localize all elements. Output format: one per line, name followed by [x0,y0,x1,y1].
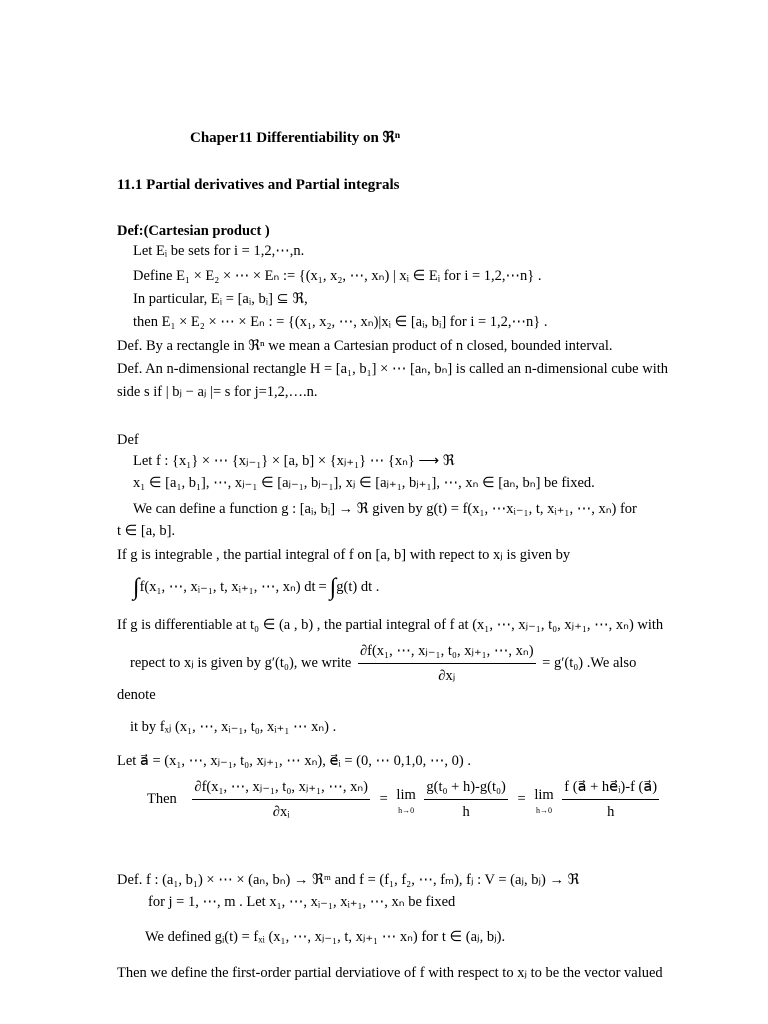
fraction [562,776,659,823]
equals-sign: = [379,790,388,807]
integral-right-expr: g(t) dt . [336,579,380,595]
fraction-numerator: g(t₀ + h)-g(t₀) [424,776,508,800]
text-line: Let Eᵢ be sets for i = 1,2,⋯,n. [133,243,305,259]
text-fragment: repect to xⱼ is given by g′(t₀), we write [130,654,352,671]
text-line: If g is differentiable at t₀ ∈ (a , b) , the partial integral of f at (x₁, ⋯, xⱼ₋₁, t₀, xⱼ₊₁, ⋯, xₙ) with [117,617,664,633]
integral-sign: ∫ [329,574,337,601]
limit-label: lim [396,787,416,803]
text-line: for j = 1, ⋯, m . Let x₁, ⋯, xᵢ₋₁, xᵢ₊₁, ⋯, xₙ be fixed [148,894,456,910]
integral-equation [133,574,380,601]
integral-left-expr: f(x₁, ⋯, xᵢ₋₁, t, xᵢ₊₁, ⋯, xₙ) dt [139,579,316,595]
text-line: it by fₓⱼ (x₁, ⋯, xᵢ₋₁, t₀, xᵢ₊₁ ⋯ xₙ) . [130,719,337,735]
section-heading: 11.1 Partial derivatives and Partial integrals [117,177,400,193]
limit-label: lim [534,787,554,803]
definition-heading: Def [117,432,139,448]
text-line: denote [117,687,156,703]
text-line: t ∈ [a, b]. [117,523,176,539]
text-line: Then we define the first-order partial derviatiove of f with respect to xⱼ to be the vector valued [117,965,663,981]
equals-sign: = [318,579,327,595]
fraction-denominator: ∂xⱼ [438,668,456,684]
limit-subscript: h→0 [398,806,415,815]
limit-subscript: h→0 [536,806,552,815]
limit [534,784,553,815]
text-line: then E₁ × E₂ × ⋯ × Eₙ : = {(x₁, x₂, ⋯, xₙ)|xᵢ ∈ [aᵢ, bᵢ] for i = 1,2,⋯n} . [133,314,548,330]
fraction-denominator: h [607,804,615,820]
definition-heading: Def:(Cartesian product ) [117,223,270,239]
fraction-denominator: h [462,804,470,820]
text-line: Def. An n-dimensional rectangle H = [a₁, b₁] × ⋯ [aₙ, bₙ] is called an n-dimensional cube with [117,361,668,377]
fraction [192,776,370,823]
page-title: Chaper11 Differentiability on ℜⁿ [190,130,401,146]
text-line: x₁ ∈ [a₁, b₁], ⋯, xⱼ₋₁ ∈ [aⱼ₋₁, bⱼ₋₁], xⱼ ∈ [aⱼ₊₁, bⱼ₊₁], ⋯, xₙ ∈ [aₙ, bₙ] be fixed. [133,475,595,491]
text-line: If g is integrable , the partial integral of f on [a, b] with repect to xⱼ is given by [117,547,571,563]
limit-equation [147,776,662,823]
fraction-numerator: ∂f(x₁, ⋯, xⱼ₋₁, t₀, xⱼ₊₁, ⋯, xₙ) [192,776,370,800]
text-line: Let f : {x₁} × ⋯ {xⱼ₋₁} × [a, b] × {xⱼ₊₁} ⋯ {xₙ} ⟶ ℜ [133,453,455,469]
text-line: Def. f : (a₁, b₁) × ⋯ × (aₙ, bₙ) → ℜᵐ and f = (f₁, f₂, ⋯, fₘ), fⱼ : V = (aⱼ, bⱼ) → ℜ [117,872,580,888]
text-fragment: = g′(t₀) .We also [542,654,637,671]
integral-sign: ∫ [133,574,140,601]
text-line: In particular, Eᵢ = [aᵢ, bᵢ] ⊆ ℜ, [133,291,308,307]
text-line: side s if | bⱼ − aⱼ |= s for j=1,2,….n. [117,384,318,400]
equals-sign: = [517,790,526,807]
derivative-equation [130,640,636,687]
fraction [358,640,536,687]
fraction [424,776,508,823]
limit [396,784,415,815]
text-line: We defined gᵢ(t) = fₓᵢ (x₁, ⋯, xⱼ₋₁, t, xⱼ₊₁ ⋯ xₙ) for t ∈ (aⱼ, bⱼ). [145,929,506,945]
text-line: Let a⃗ = (x₁, ⋯, xⱼ₋₁, t₀, xⱼ₊₁, ⋯ xₙ), e⃗ᵢ = (0, ⋯ 0,1,0, ⋯, 0) . [117,753,471,769]
text-line: Define E₁ × E₂ × ⋯ × Eₙ := {(x₁, x₂, ⋯, xₙ) | xᵢ ∈ Eᵢ for i = 1,2,⋯n} . [133,268,542,284]
fraction-numerator: f (a⃗ + he⃗ᵢ)-f (a⃗) [562,776,659,800]
then-label: Then [147,790,177,807]
text-line: We can define a function g : [aᵢ, bᵢ] → ℜ given by g(t) = f(x₁, ⋯xᵢ₋₁, t, xᵢ₊₁, ⋯, xₙ) for [133,501,637,517]
text-line: Def. By a rectangle in ℜⁿ we mean a Cartesian product of n closed, bounded interval. [117,338,613,354]
fraction-denominator: ∂xᵢ [272,804,290,820]
fraction-numerator: ∂f(x₁, ⋯, xⱼ₋₁, t₀, xⱼ₊₁, ⋯, xₙ) [358,640,536,664]
